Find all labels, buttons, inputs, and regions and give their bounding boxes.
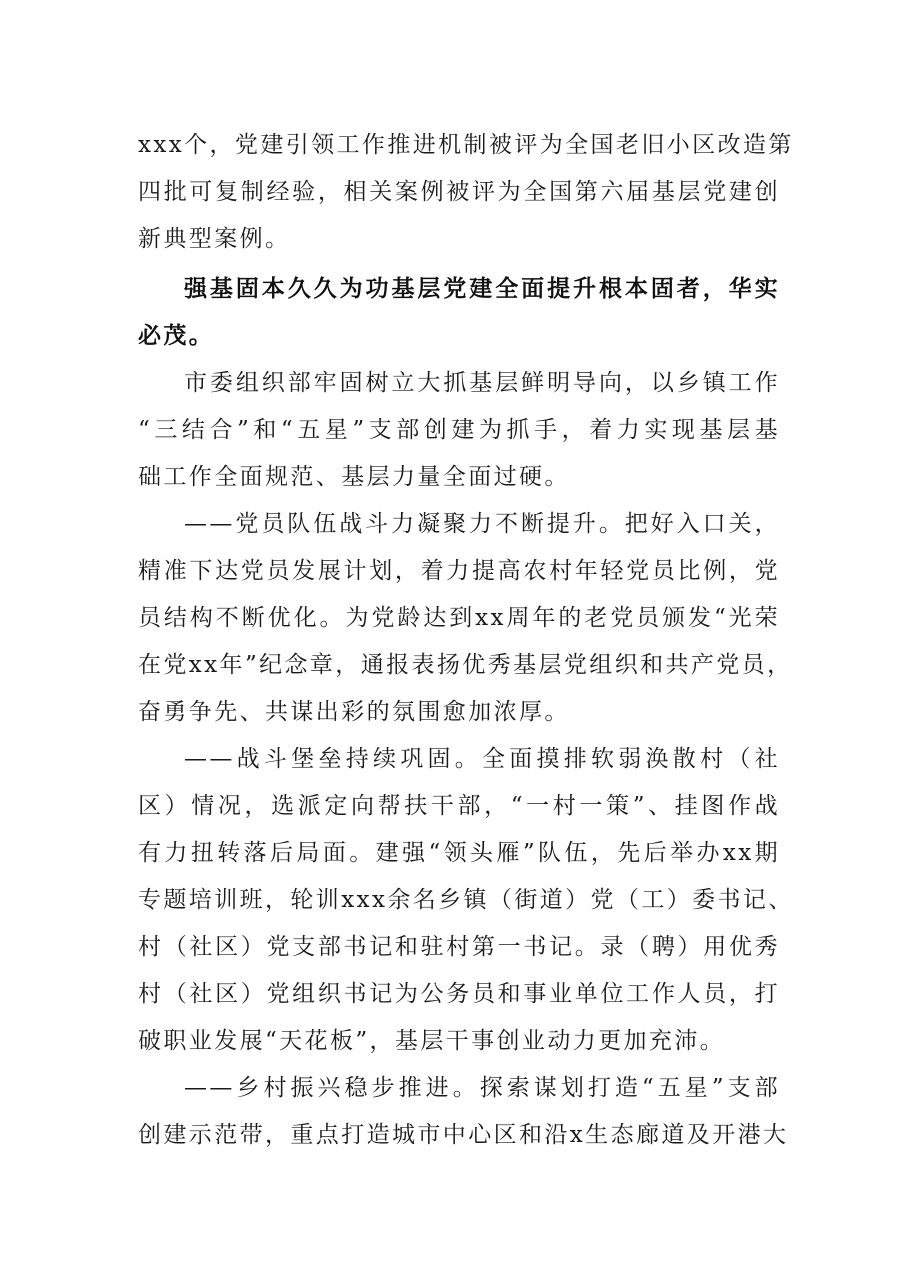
paragraph-line: 四批可复制经验，相关案例被评为全国第六届基层党建创 [138,179,780,205]
paragraph-line: 市委组织部牢固树立大抓基层鲜明导向，以乡镇工作 [184,370,780,396]
document-body [138,122,794,1159]
paragraph-line: ——乡村振兴稳步推进。探索谋划打造“五星”支部 [184,1075,780,1101]
paragraph-line: 新典型案例。 [138,226,291,252]
paragraph-line: ——战斗堡垒持续巩固。全面摸排软弱涣散村（社 [184,746,780,772]
paragraph-line: 精准下达党员发展计划，着力提高农村年轻党员比例，党 [138,558,780,584]
paragraph-line: 在党xx年”纪念章，通报表扬优秀基层党组织和共产党员， [138,652,793,678]
paragraph-line: 创建示范带，重点打造城市中心区和沿x生态廊道及开港大 [138,1122,789,1148]
paragraph-line: 有力扭转落后局面。建强“领头雁”队伍，先后举办xx期 [138,840,780,866]
paragraph-line: 区）情况，选派定向帮扶干部，“一村一策”、挂图作战 [138,793,780,819]
paragraph-line: 员结构不断优化。为党龄达到xx周年的老党员颁发“光荣 [138,605,780,631]
paragraph-line: “三结合”和“五星”支部创建为抓手，着力实现基层基 [138,417,780,443]
paragraph-line: 础工作全面规范、基层力量全面过硬。 [138,464,570,490]
paragraph-line: 奋勇争先、共谋出彩的氛围愈加浓厚。 [138,699,570,725]
section-heading: 强基固本久久为功基层党建全面提升根本固者，华实 [184,276,780,302]
section-heading: 必茂。 [138,323,215,349]
paragraph-line: ——党员队伍战斗力凝聚力不断提升。把好入口关， [184,511,780,537]
paragraph-line: 专题培训班，轮训xxx余名乡镇（街道）党（工）委书记、 [138,887,794,913]
paragraph-line: 村（社区）党支部书记和驻村第一书记。录（聘）用优秀 [138,934,780,960]
paragraph-line: 破职业发展“天花板”，基层干事创业动力更加充沛。 [138,1028,726,1054]
paragraph-line: xxx个，党建引领工作推进机制被评为全国老旧小区改造第 [138,132,794,158]
paragraph-line: 村（社区）党组织书记为公务员和事业单位工作人员，打 [138,981,780,1007]
